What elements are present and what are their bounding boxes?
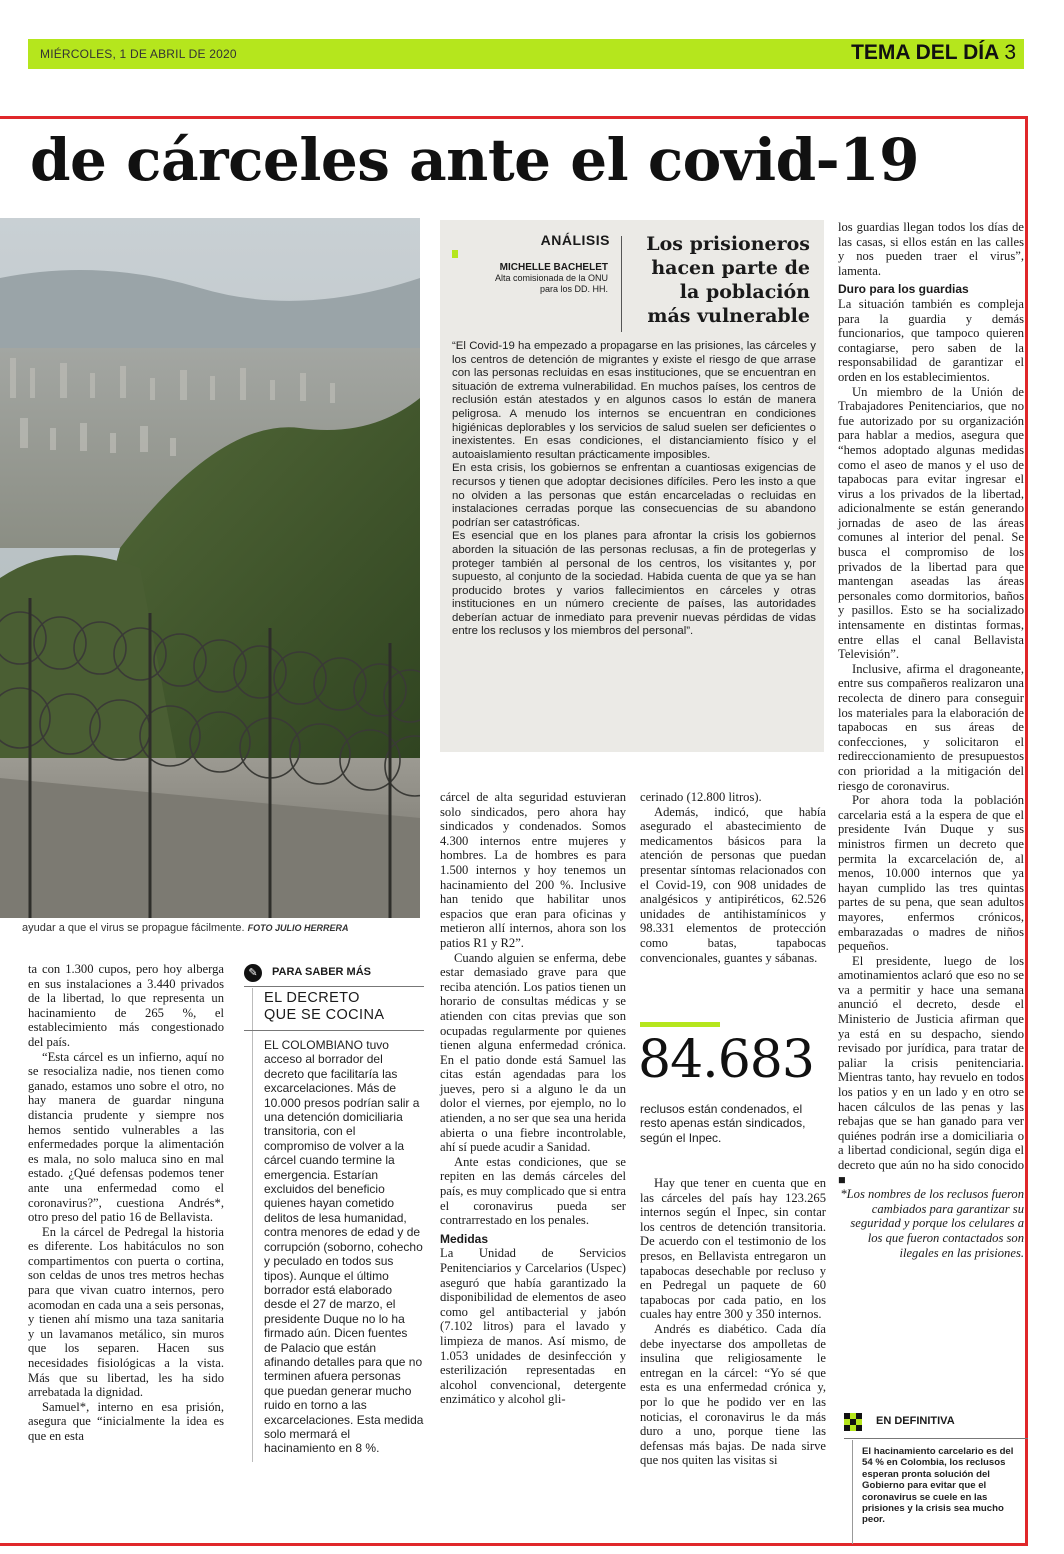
article-paragraph: “Esta cárcel es un infierno, aquí no se resocializa nadie, nos tienen como ganado, estamos uno sobre el otro, no hay manera de guardar ninguna distancia prudente y siempre nos hemos sentido vulnerables a las enfermedades porque la alimentación es mala, no solo maluca sino en mal estado. ¿Qué defensas podemos tener ante una enfermedad como el coronavirus?”, cuestiona Andrés*, otro preso del patio 16 de Bellavista. <box>28 1049 224 1225</box>
article-paragraph: Samuel*, interno en esa prisión, asegura que “inicialmente la idea es que en esta <box>28 1399 224 1443</box>
page-number: 3 <box>1004 41 1016 64</box>
caption-text: ayudar a que el virus se propague fácilmente. <box>22 922 245 934</box>
article-paragraph: Cuando alguien se enferma, debe estar demasiado grave para que reciba atención. Los patios tienen un horario de consultas médicas y se atienden con citas previas que son ocupadas regularmente por quienes tienen alguna enfermedad crónica. En el patio donde está Samuel las citas están agendadas para los jueves, pero si a alguno le da un dolor el viernes, por ejemplo, no lo atienden, a no ser que sea una herida abierta o una fiebre incontrolable, ahí sí puede acudir a Sanidad. <box>440 950 626 1155</box>
article-paragraph: los guardias llegan todos los días de las casas, si ellos están en las calles y nos pueden traer el virus”, lamenta. <box>838 220 1024 278</box>
photo-illustration <box>0 218 420 918</box>
article-paragraph: cárcel de alta seguridad estuvieran solo sindicados, pero ahora hay sindicados y condenados. Somos 4.300 internos entre mujeres y hombres. La de hombres es para 1.500 internos y hoy tenemos un hacinamiento del 200 %. Inclusive han tenido que habilitar unos espacios que eran para oficinas y metieron allí internos, ahora son los patios R1 y R2”. <box>440 790 626 950</box>
analysis-accent <box>452 250 458 258</box>
issue-date: MIÉRCOLES, 1 DE ABRIL DE 2020 <box>40 47 237 61</box>
analysis-divider <box>621 236 622 332</box>
definitiva-rule <box>844 1438 1028 1439</box>
analysis-title-line-4: más vulnerable <box>647 305 810 327</box>
article-paragraph: ta con 1.300 cupos, pero hoy alberga en sus instalaciones a 3.440 privados de la libertad, lo que representa un hacinamiento de 265 %, el establecimiento más congestionado del país. <box>28 962 224 1049</box>
article-paragraph: Inclusive, afirma el dragoneante, entre sus compañeros realizaron una recolecta de dinero para conseguir los materiales para la elaboración de tapabocas en sus áreas de confecciones, y solicitaron el redireccionamiento de presupuestos con prioridad a la mitigación del riesgo de coronavirus. <box>838 661 1024 793</box>
analysis-author-block <box>460 262 608 295</box>
definitiva-vertical-rule <box>852 1440 853 1544</box>
photo-credit: FOTO JULIO HERRERA <box>247 923 349 933</box>
analysis-title-line-1: Los prisioneros <box>646 233 810 255</box>
article-paragraph: El presidente, luego de los amotinamientos aclaró que eso no se va a permitir y hace una semana anunció el decreto, desde el Ministerio de Justicia afirman que ya está en su despacho, siendo revisado por jurídica, para tratar de paliar la crisis penitenciaria. Mientras tanto, hay revuelo en todos los patios y en un lado y en otro se hacen cálculos de las penas y las rebajas que se han ganado para ver quiénes podrán irse a domiciliaria o a libertad condicional, según diga el decreto que aún no ha sido conocido ■ <box>838 953 1024 1187</box>
article-paragraph: Hay que tener en cuenta que en las cárceles del país hay 123.265 internos según el Inpec, sin contar los centros de detención transitoria. De acuerdo con el testimonio de los presos, en Bellavista entregaron un tapabocas desechable por recluso y en Pedregal un paquete de 60 tapabocas por cada patio, en los cuales hay entre 300 y 350 internos. <box>640 1176 826 1322</box>
analysis-author: MICHELLE BACHELET <box>499 262 608 273</box>
article-paragraph: En la cárcel de Pedregal la historia es diferente. Los habitáculos no son compartimentos con puerta o cortina, son celdas de unos tres metros hechas para que vivan cuatro internos, pero acomodan en cada una a seis personas, y tienen ahí mismo una taza sanitaria y un lavamanos metálico, sin muros que los separen. Hacen sus necesidades fisiológicas a la vista. Más que su libertad, les ha sido arrebatada la dignidad. <box>28 1224 224 1400</box>
sidebar-title <box>264 990 384 1024</box>
analysis-title-line-3: la población <box>679 281 810 303</box>
sidebar-text: EL COLOMBIANO tuvo acceso al borrador del decreto que facilitaría las excarcelaciones. Más de 10.000 presos podrían salir a una detención domiciliaria transitoria, con el compromiso de volver a la cárcel cuando termine la emergencia. Estarían excluidos del beneficio quienes hayan cometido delitos de lesa humanidad, contra menores de edad y de corrupción (soborno, cohecho y peculado en todos sus tipos). Aunque el último borrador está elaborado desde el 27 de marzo, el presidente Duque no lo ha firmado aún. Dicen fuentes de Palacio que están afinando detalles para que no terminen afuera personas que puedan generar mucho ruido en torno a las excarcelaciones. Esta medida solo mermará el hacinamiento en 8 %. <box>264 1038 424 1456</box>
article-note: *Los nombres de los reclusos fueron cambiados para garantizar su seguridad y porque los celulares a los que fueron contactados son ilegales en las prisiones. <box>840 1187 1024 1260</box>
sidebar-title-line-1: EL DECRETO <box>264 990 360 1006</box>
article-column-3 <box>440 790 626 1407</box>
article-paragraph: Un miembro de la Unión de Trabajadores Penitenciarios, que no fue autorizado por su organización para hablar a medios, asegura que “hemos adoptado algunas medidas como el aseo de manos y el uso de tapabocas para evitar ingresar el virus a los privados de la libertad, adicionalmente se están generando jornadas de aseo de las áreas comunes al interior del penal. Se busca el compromiso de los privados de la libertad para que mantengan aseadas las áreas personales como dormitorios, baños y pasillos. Esto se ha socializado intensamente en distintas formas, entre ellas el canal Bellavista Televisión”. <box>838 384 1024 662</box>
sidebar-title-rule <box>244 1030 424 1031</box>
analysis-paragraph: “El Covid-19 ha empezado a propagarse en las prisiones, las cárceles y los centros de detención de migrantes y existe el riesgo de que arrase con las personas recluidas en esas instituciones, que se encuentran en situación de extrema vulnerabilidad. En muchos países, los centros de reclusión están atestados y en algunos casos lo están de manera peligrosa. A menudo los internos se encuentran en condiciones higiénicas deplorables y los servicios de salud suelen ser deficientes o inexistentes. En esas condiciones, el distanciamiento físico y el autoaislamiento resultan prácticamente imposibles. <box>452 340 816 461</box>
subhead-medidas: Medidas <box>440 1231 489 1246</box>
headline: de cárceles ante el covid-19 <box>30 126 919 194</box>
checker-icon <box>844 1413 862 1431</box>
article-paragraph: Andrés es diabético. Cada día debe inyectarse dos ampolletas de insulina que religiosamente le entregan en la cárcel: “Yo sé que esta es una enfermedad crónica y, por lo que he podido ver en las noticias, el coronavirus le da más duro a uno, porque tiene las defensas más bajas. De nada sirve que nos quiten las visitas si <box>640 1321 826 1468</box>
article-column-5 <box>838 220 1024 1260</box>
pin-icon: ✎ <box>244 964 262 982</box>
analysis-role-1: Alta comisionada de la ONU <box>494 273 608 283</box>
article-column-4-bottom <box>640 1176 826 1468</box>
analysis-title-line-2: hacen parte de <box>651 257 810 279</box>
article-paragraph: La situación también es compleja para la guardia y demás funcionarios, que tampoco quieren contagiarse, pero saben de la responsabilidad de garantizar el orden en los establecimientos. <box>838 296 1024 384</box>
big-number: 84.683 <box>638 1030 814 1090</box>
sidebar-label: PARA SABER MÁS <box>272 966 372 978</box>
analysis-paragraph: Es esencial que en los planes para afrontar la crisis los gobiernos aborden la situación de las personas reclusas, a fin de protegerlas y proteger también al personal de los centros, los visitantes y, por supuesto, al conjunto de la sociedad. Habida cuenta de que ya se han producido brotes y varios fallecimientos en cárceles y otras instituciones en un número creciente de países, las autoridades deberían actuar de inmediato para prevenir nuevas pérdidas de vidas entre los reclusos y los miembros del personal”. <box>452 530 816 638</box>
article-column-1 <box>28 962 224 1444</box>
sidebar-rule <box>244 986 424 987</box>
definitiva-text: El hacinamiento carcelario es del 54 % en Colombia, los reclusos esperan pronta solución del Gobierno para evitar que el coronavirus se cuele en las prisiones y la crisis sea mucho peor. <box>862 1446 1014 1526</box>
subhead-duro: Duro para los guardias <box>838 282 969 297</box>
sidebar-title-line-2: QUE SE COCINA <box>264 1007 385 1023</box>
section-title <box>851 41 1016 65</box>
article-paragraph: cerinado (12.800 litros). <box>640 790 762 804</box>
section-name: TEMA DEL DÍA <box>851 41 999 64</box>
sidebar-vertical-rule <box>252 988 253 1462</box>
article-paragraph: Ante estas condiciones, que se repiten en las demás cárceles del país, es muy complicado que si entra el coronavirus pueda ser contrarrestado en los penales. <box>440 1154 626 1228</box>
analysis-role-2: para los DD. HH. <box>539 284 608 294</box>
big-number-text: reclusos están condenados, el resto apenas están sindicados, según el Inpec. <box>640 1102 806 1145</box>
article-paragraph: Por ahora toda la población carcelaria está a la espera de que el presidente Iván Duque y sus ministros firmen un decreto que permita la excarcelación de, al menos, 10.000 internos que ya hayan cumplido las tres quintas partes de su pena, que sean adultos mayores, enfermos crónicos, embarazadas o madres de niños pequeños. <box>838 793 1024 954</box>
analysis-paragraph: En esta crisis, los gobiernos se enfrentan a cuantiosas exigencias de recursos y tienen que adoptar decisiones difíciles. Pero les insto a que no olviden a las personas que están encarceladas o recluidas en instalaciones cerradas porque las consecuencias de su abandono podrían ser catastróficas. <box>452 462 816 529</box>
article-paragraph: La Unidad de Servicios Penitenciarios y Carcelarios (Uspec) aseguró que había garantizado la disponibilidad de elementos de aseo como gel antibacterial y jabón (7.102 litros) para el lavado y limpieza de manos. Así mismo, de 1.053 unidades de desinfección y esterilización representadas en alcohol convencional, detergente enzimático y alcohol gli- <box>440 1246 626 1407</box>
bignum-accent <box>640 1022 720 1027</box>
prison-photo <box>0 218 420 918</box>
article-paragraph: Además, indicó, que había asegurado el abastecimiento de medicamentos básicos para la atención de personas que puedan presentar síntomas relacionados con el Covid-19, con 908 unidades de analgésicos y antipiréticos, 62.526 unidades de antihistamínicos y 98.331 elementos de protección como batas, tapabocas convencionales, guantes y sábanas. <box>640 804 826 965</box>
analysis-text <box>452 340 816 639</box>
definitiva-label: EN DEFINITIVA <box>876 1415 955 1427</box>
photo-caption <box>22 922 348 934</box>
article-column-4-top <box>640 790 826 965</box>
analysis-title <box>630 232 810 328</box>
analysis-label: ANÁLISIS <box>540 232 610 248</box>
